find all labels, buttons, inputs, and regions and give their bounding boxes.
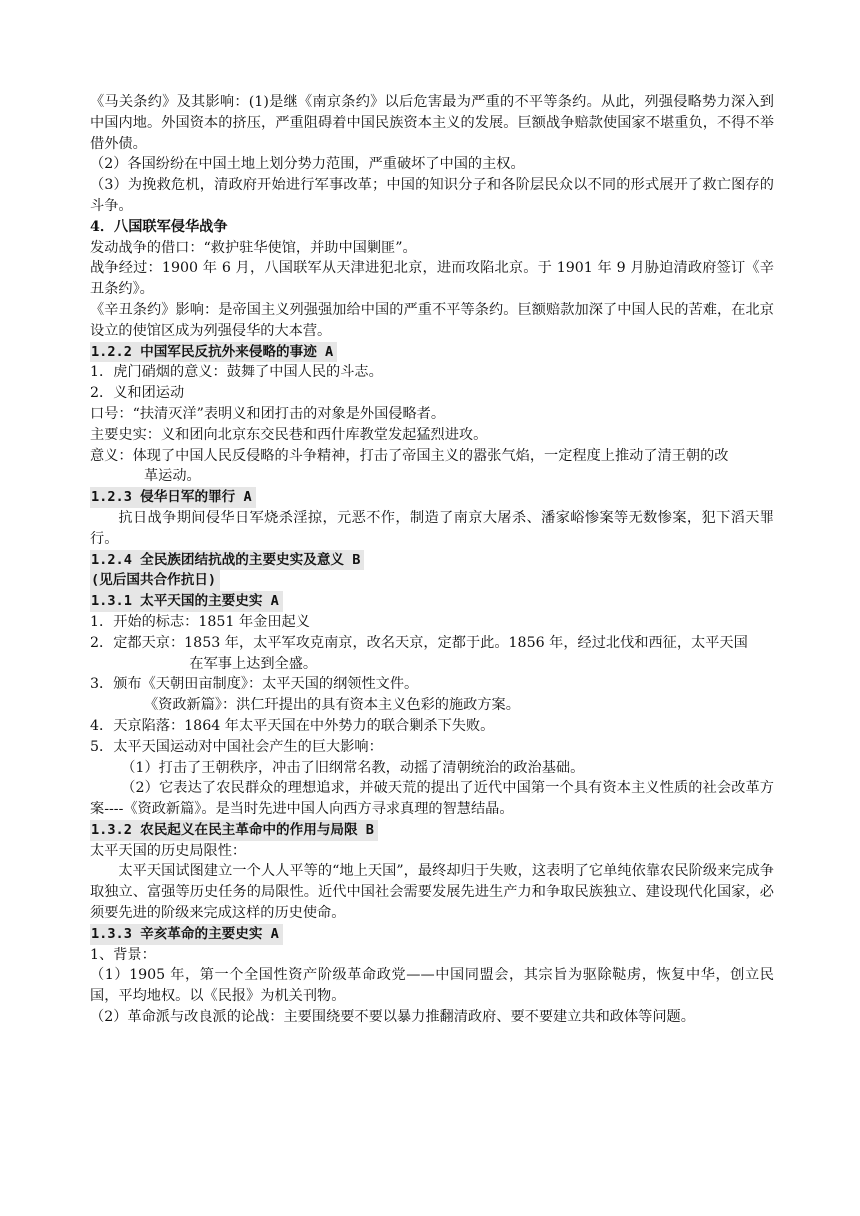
paragraph-jintian-uprising: 1．开始的标志：1851 年金田起义 bbox=[90, 613, 310, 630]
paragraph-boxer-facts: 主要史实：义和团向北京东交民巷和西什库教堂发起猛烈进攻。 bbox=[90, 426, 488, 443]
section-heading-1-3-1: 1.3.1 太平天国的主要史实 A bbox=[90, 591, 283, 612]
paragraph-boxer-significance: 意义：体现了中国人民反侵略的斗争精神，打击了帝国主义的嚣张气焰，一定程度上推动了清王朝的改 bbox=[90, 447, 729, 464]
paragraph-impact-item-2: （2）它表达了农民群众的理想追求，并破天荒的提出了近代中国第一个具有资本主义性质的社会改革方案----《资政新篇》。是当时先进中国人向西方寻求真理的智慧结晶。 bbox=[90, 780, 774, 818]
paragraph-war-pretext: 发动战争的借口：“救护驻华使馆，并助中国剿匪”。 bbox=[90, 239, 417, 256]
paragraph-tianjing-capital: 2．定都天京：1853 年，太平军攻克南京，改名天京，定都于此。1856 年，经过北伐和西征，太平天国 bbox=[90, 634, 748, 651]
paragraph-boxer-slogan: 口号：“扶清灭洋”表明义和团打击的对象是外国侵略者。 bbox=[90, 405, 446, 422]
paragraph-taiping-impact: 5．太平天国运动对中国社会产生的巨大影响： bbox=[90, 738, 383, 755]
section-heading-1-2-2: 1.2.2 中国军民反抗外来侵略的事迹 A bbox=[90, 342, 337, 363]
heading-eight-nation-alliance: 4．八国联军侵华战争 bbox=[90, 218, 228, 235]
section-heading-1-3-3: 1.3.3 辛亥革命的主要史实 A bbox=[90, 924, 283, 945]
section-heading-1-2-4: 1.2.4 全民族团结抗战的主要史实及意义 B bbox=[90, 550, 364, 571]
paragraph-tongmenghui: （1）1905 年，第一个全国性资产阶级革命政党——中国同盟会，其宗旨为驱除鞑虏，恢复中华，创立民国，平均地权。以《民报》为机关刊物。 bbox=[90, 967, 774, 1005]
paragraph-spheres-influence: （2）各国纷纷在中国土地上划分势力范围，严重破坏了中国的主权。 bbox=[90, 156, 525, 173]
paragraph-boxer-significance-cont: 革运动。 bbox=[143, 468, 201, 485]
paragraph-new-treatise: 《资政新篇》：洪仁玕提出的具有资本主义色彩的施政方案。 bbox=[143, 697, 520, 714]
section-heading-1-3-2: 1.3.2 农民起义在民主革命中的作用与局限 B bbox=[90, 820, 378, 841]
paragraph-debate: （2）革命派与改良派的论战：主要围绕要不要以暴力推翻清政府、要不要建立共和政体等问题。 bbox=[90, 1009, 695, 1026]
paragraph-land-system: 3．颁布《天朝田亩制度》：太平天国的纲领性文件。 bbox=[90, 676, 419, 693]
paragraph-war-course: 战争经过：1900 年 6 月，八国联军从天津进犯北京，进而攻陷北京。于 1901 年 9 月胁迫清政府签订《辛丑条约》。 bbox=[90, 260, 774, 298]
paragraph-japanese-crimes: 抗日战争期间侵华日军烧杀淫掠，元恶不作，制造了南京大屠杀、潘家峪惨案等无数惨案，犯下滔天罪行。 bbox=[90, 509, 774, 547]
section-heading-1-2-4-note: (见后国共合作抗日) bbox=[90, 570, 220, 591]
section-heading-1-2-3: 1.2.3 侵华日军的罪行 A bbox=[90, 487, 256, 508]
paragraph-tianjing-capital-cont: 在军事上达到全盛。 bbox=[189, 655, 318, 672]
paragraph-taiping-limits: 太平天国的历史局限性： bbox=[90, 842, 247, 859]
paragraph-tianjing-fall: 4．天京陷落：1864 年太平天国在中外势力的联合剿杀下失败。 bbox=[90, 717, 495, 734]
paragraph-background: 1、背景： bbox=[90, 946, 156, 963]
paragraph-treaty-shimonoseki: 《马关条约》及其影响：(1)是继《南京条约》以后危害最为严重的不平等条约。从此，列强侵略势力深入到中国内地。外国资本的挤压，严重阻碍着中国民族资本主义的发展。巨额战争赔款使国家不堪重负，不得不举借外债。 bbox=[90, 94, 774, 152]
paragraph-boxer-movement: 2．义和团运动 bbox=[90, 385, 185, 402]
paragraph-military-reform: （3）为挽救危机，清政府开始进行军事改革；中国的知识分子和各阶层民众以不同的形式展开了救亡图存的斗争。 bbox=[90, 177, 774, 214]
paragraph-boxer-protocol: 《辛丑条约》影响：是帝国主义列强强加给中国的严重不平等条约。巨额赔款加深了中国人民的苦难，在北京设立的使馆区成为列强侵华的大本营。 bbox=[90, 301, 774, 339]
paragraph-impact-item-1: （1）打击了王朝秩序，冲击了旧纲常名教，动摇了清朝统治的政治基础。 bbox=[121, 759, 585, 776]
paragraph-taiping-limits-body: 太平天国试图建立一个人人平等的“地上天国”，最终却归于失败，这表明了它单纯依靠农民阶级来完成争取独立、富强等历史任务的局限性。近代中国社会需要发展先进生产力和争取民族独立、建设现代化国家，必须要先进的阶级来完成这样的历史使命。 bbox=[90, 863, 774, 922]
paragraph-humen-opium: 1．虎门硝烟的意义：鼓舞了中国人民的斗志。 bbox=[90, 364, 383, 381]
